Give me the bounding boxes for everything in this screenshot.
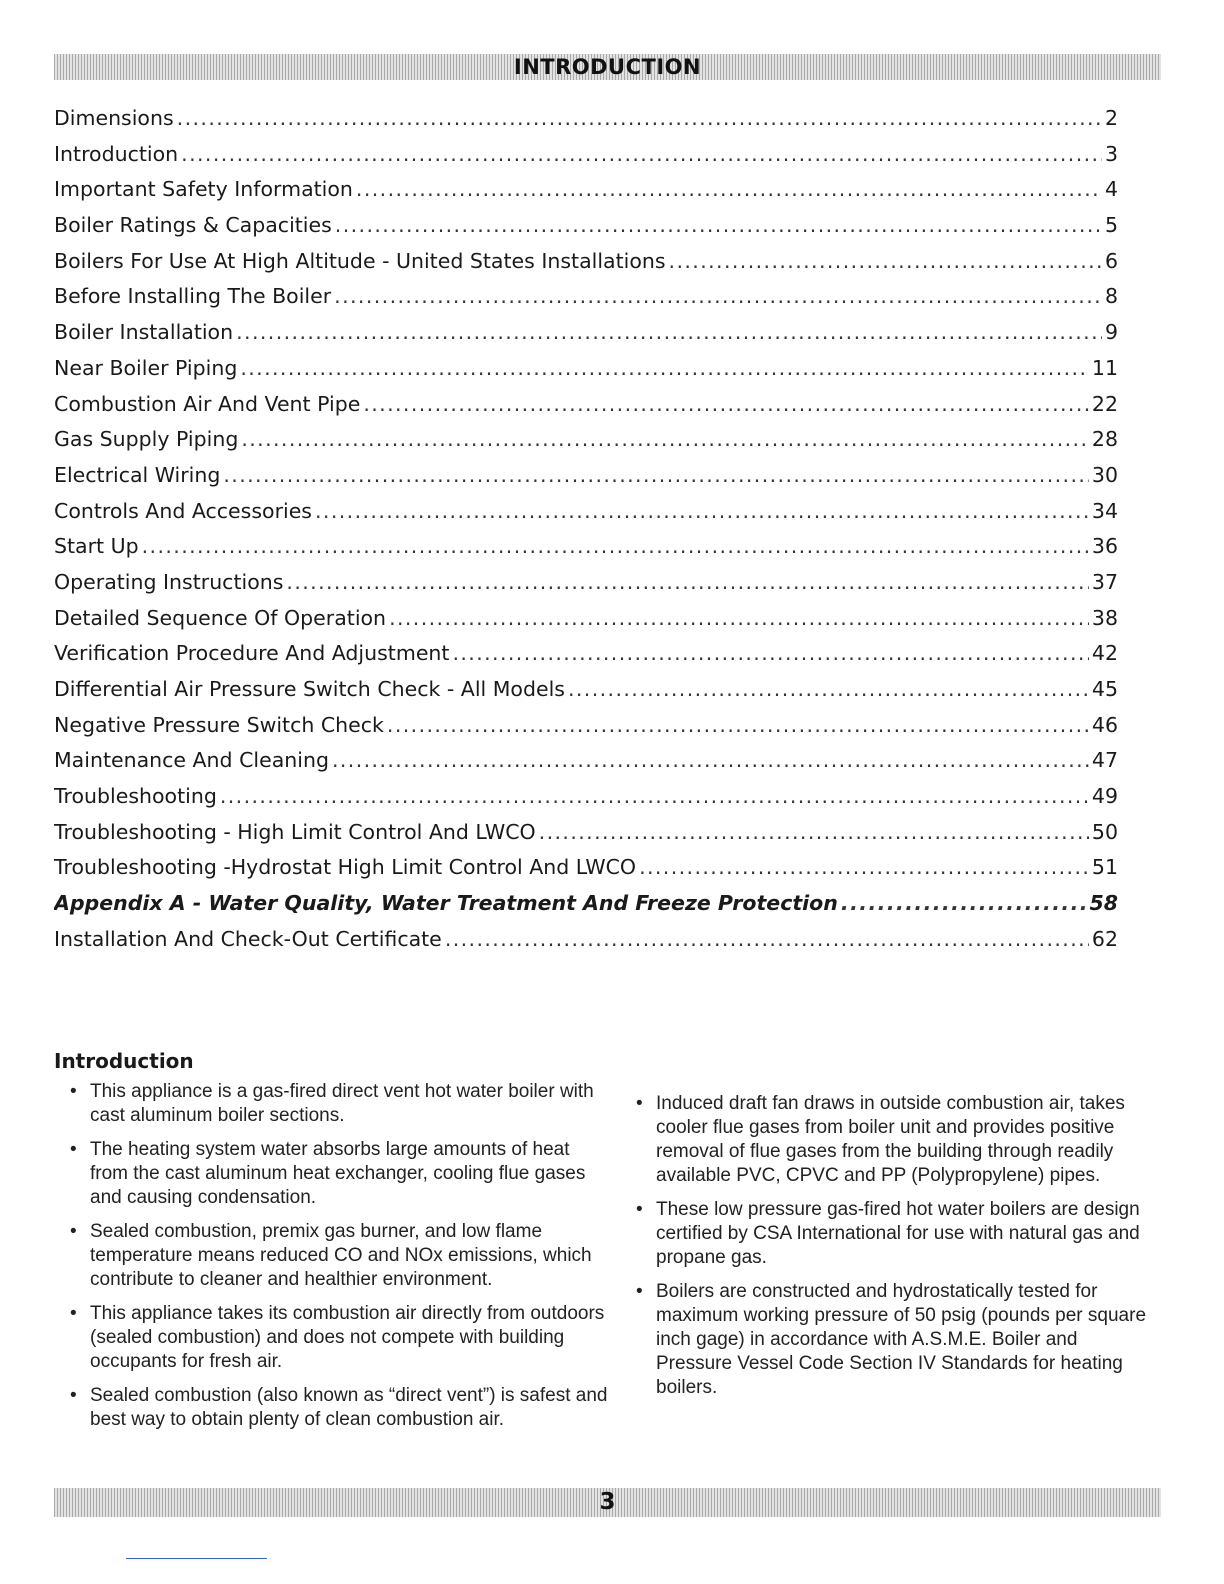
bullet-item: • This appliance is a gas-fired direct vent hot water boiler with cast aluminum boiler sections. <box>70 1080 610 1128</box>
section-title: INTRODUCTION <box>513 55 702 79</box>
toc-entry-title: Near Boiler Piping <box>54 355 238 380</box>
toc-entry-page: 22 <box>1091 391 1118 416</box>
toc-entry-page: 30 <box>1091 462 1118 487</box>
toc-entry-title: Verification Procedure And Adjustment <box>54 641 450 666</box>
dot-leader <box>356 177 1102 201</box>
introduction-right-list <box>636 1092 1146 1410</box>
dot-leader <box>639 855 1089 879</box>
toc-entry[interactable] <box>54 249 1118 285</box>
toc-entry[interactable] <box>54 499 1118 535</box>
dot-leader <box>841 891 1087 915</box>
toc-entry-title: Installation And Check-Out Certificate <box>54 926 442 951</box>
bullet-item: • Induced draft fan draws in outside combustion air, takes cooler flue gases from boiler unit and provides positive removal of flue gases from the building through readily available PVC, CPVC and PP (Polypropylene) pipes. <box>636 1092 1146 1188</box>
dot-leader <box>286 570 1089 594</box>
toc-entry-page: 45 <box>1091 677 1118 701</box>
toc-entry-page: 34 <box>1091 498 1118 523</box>
dot-leader <box>181 142 1102 166</box>
toc-entry-title: Important Safety Information <box>54 177 353 202</box>
toc-entry[interactable] <box>54 784 1118 820</box>
toc-entry-title: Introduction <box>54 141 179 166</box>
toc-entry-title: Troubleshooting <box>54 784 217 809</box>
toc-entry-page: 47 <box>1091 748 1118 773</box>
toc-entry-page: 37 <box>1091 569 1118 594</box>
toc-entry[interactable] <box>54 463 1118 499</box>
toc-entry-page: 8 <box>1104 284 1118 309</box>
toc-entry-page: 5 <box>1104 213 1118 238</box>
toc-entry-page: 2 <box>1104 106 1118 130</box>
bullet-item: • These low pressure gas-fired hot water boilers are design certified by CSA International for use with natural gas and propane gas. <box>636 1198 1146 1270</box>
dot-leader <box>315 499 1089 523</box>
toc-entry[interactable] <box>54 392 1118 428</box>
dot-leader <box>669 249 1102 273</box>
toc-entry-title: Boiler Installation <box>54 320 234 345</box>
dot-leader <box>177 106 1102 130</box>
toc-entry[interactable] <box>54 713 1118 749</box>
toc-entry[interactable] <box>54 820 1118 856</box>
dot-leader <box>387 713 1089 737</box>
bullet-item: • Sealed combustion, premix gas burner, and low flame temperature means reduced CO and NOx emissions, which contribute to cleaner and healthier environment. <box>70 1220 610 1292</box>
dot-leader <box>332 748 1089 772</box>
toc-entry[interactable] <box>54 106 1118 142</box>
dot-leader <box>241 427 1089 451</box>
toc-entry-page: 28 <box>1091 427 1118 452</box>
toc-entry[interactable] <box>54 927 1118 963</box>
table-of-contents <box>54 106 1118 963</box>
toc-entry-title: Start Up <box>54 534 139 559</box>
section-header-bar <box>54 54 1161 80</box>
dot-leader <box>223 463 1089 487</box>
dot-leader <box>236 320 1102 344</box>
dot-leader <box>452 641 1088 665</box>
toc-entry-title: Operating Instructions <box>54 569 284 594</box>
toc-entry-page: 51 <box>1091 855 1118 880</box>
toc-entry-page: 62 <box>1091 926 1118 951</box>
dot-leader <box>445 927 1089 951</box>
page-footer-bar <box>54 1488 1161 1517</box>
toc-entry-page: 38 <box>1091 605 1118 630</box>
toc-entry[interactable] <box>54 534 1118 570</box>
toc-entry-page: 49 <box>1091 784 1118 809</box>
toc-entry[interactable] <box>54 177 1118 213</box>
bullet-item: • Boilers are constructed and hydrostatically tested for maximum working pressure of 50 psig (pounds per square inch gage) in accordance with A.S.M.E. Boiler and Pressure Vessel Code Section IV Standards for heating boilers. <box>636 1280 1146 1400</box>
toc-entry[interactable] <box>54 356 1118 392</box>
dot-leader <box>389 606 1089 630</box>
toc-entry-page: 58 <box>1089 891 1118 916</box>
toc-entry-title: Differential Air Pressure Switch Check - All Models <box>54 677 565 701</box>
toc-entry[interactable] <box>54 606 1118 642</box>
toc-entry[interactable] <box>54 748 1118 784</box>
toc-entry-page: 36 <box>1091 534 1118 559</box>
toc-entry-page: 4 <box>1104 177 1118 202</box>
toc-entry[interactable] <box>54 641 1118 677</box>
toc-entry[interactable] <box>54 427 1118 463</box>
dot-leader <box>334 284 1102 308</box>
toc-entry-title: Maintenance And Cleaning <box>54 748 329 773</box>
toc-entry-title: Detailed Sequence Of Operation <box>54 605 387 630</box>
toc-entry-title: Combustion Air And Vent Pipe <box>54 391 361 416</box>
toc-entry-title: Boiler Ratings & Capacities <box>54 213 332 238</box>
dot-leader <box>568 677 1089 701</box>
toc-entry[interactable] <box>54 570 1118 606</box>
toc-entry[interactable] <box>54 213 1118 249</box>
dot-leader <box>539 820 1089 844</box>
bullet-item: • This appliance takes its combustion air directly from outdoors (sealed combustion) and does not compete with building occupants for fresh air. <box>70 1302 610 1374</box>
toc-entry[interactable] <box>54 284 1118 320</box>
toc-entry-title: Boilers For Use At High Altitude - United States Installations <box>54 248 666 273</box>
toc-entry-page: 46 <box>1091 712 1118 737</box>
bullet-item: • The heating system water absorbs large amounts of heat from the cast aluminum heat exchanger, cooling flue gases and causing condensation. <box>70 1138 610 1210</box>
toc-entry[interactable] <box>54 142 1118 178</box>
introduction-left-list <box>70 1080 610 1442</box>
toc-entry-title: Controls And Accessories <box>54 498 312 523</box>
toc-entry-title: Appendix A - Water Quality, Water Treatment And Freeze Protection <box>54 891 838 916</box>
introduction-heading: Introduction <box>54 1049 194 1073</box>
toc-entry-title: Dimensions <box>54 106 174 130</box>
toc-entry-appendix[interactable] <box>54 891 1118 927</box>
dot-leader <box>240 356 1089 380</box>
footer-divider <box>126 1558 267 1559</box>
dot-leader <box>363 392 1089 416</box>
toc-entry-title: Troubleshooting -Hydrostat High Limit Control And LWCO <box>54 855 637 880</box>
toc-entry-page: 50 <box>1091 819 1118 844</box>
bullet-item: • Sealed combustion (also known as “direct vent”) is safest and best way to obtain plenty of clean combustion air. <box>70 1384 610 1432</box>
toc-entry[interactable] <box>54 677 1118 713</box>
dot-leader <box>142 534 1089 558</box>
toc-entry-title: Negative Pressure Switch Check <box>54 712 384 737</box>
page-number: 3 <box>599 1489 616 1515</box>
dot-leader <box>335 213 1102 237</box>
toc-entry[interactable] <box>54 855 1118 891</box>
dot-leader <box>220 784 1089 808</box>
toc-entry-title: Electrical Wiring <box>54 462 221 487</box>
toc-entry-title: Gas Supply Piping <box>54 427 239 452</box>
toc-entry-title: Before Installing The Boiler <box>54 284 332 309</box>
toc-entry-page: 9 <box>1104 320 1118 345</box>
toc-entry[interactable] <box>54 320 1118 356</box>
toc-entry-page: 6 <box>1104 248 1118 273</box>
toc-entry-page: 3 <box>1104 141 1118 166</box>
toc-entry-title: Troubleshooting - High Limit Control And LWCO <box>54 819 536 844</box>
toc-entry-page: 11 <box>1091 355 1118 380</box>
toc-entry-page: 42 <box>1091 641 1118 666</box>
